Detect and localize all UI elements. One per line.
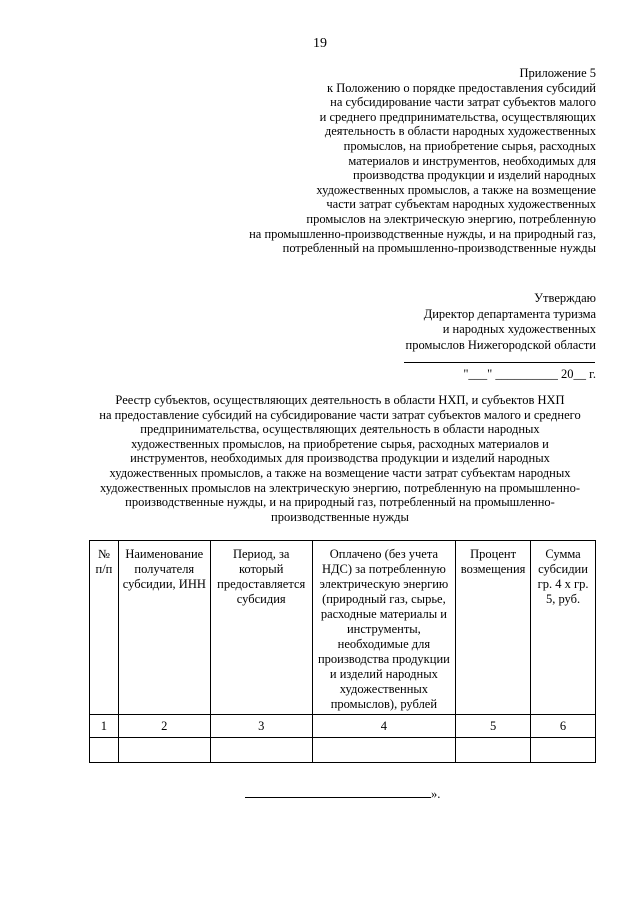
approval-date: "___" __________ 20__ г.: [463, 367, 596, 381]
empty-cell: [210, 738, 312, 763]
empty-cell: [90, 738, 119, 763]
empty-table-row: [90, 738, 596, 763]
column-header-paid: Оплачено (без учета НДС) за потребленную электрическую энергию (природный газ, сырье, расходные материалы и инструменты, необходимые для производства продукции и изделий народных художественных промыслов), рублей: [312, 541, 455, 715]
column-header-amount: Сумма субсидии гр. 4 х гр. 5, руб.: [531, 541, 596, 715]
column-number: 3: [210, 715, 312, 738]
approval-line: промыслов Нижегородской области: [405, 337, 596, 352]
appendix-header: [176, 66, 596, 256]
column-numbers-row: [90, 715, 596, 738]
column-number: 4: [312, 715, 455, 738]
document-title: [80, 393, 600, 524]
signature-line: [404, 362, 595, 363]
closing-line: [245, 787, 440, 802]
appendix-line: к Положению о порядке предоставления субсидий: [327, 80, 596, 95]
page-number: 19: [313, 36, 327, 51]
appendix-line: на промышленно-производственные нужды, и на природный газ,: [249, 226, 596, 241]
column-number: 1: [90, 715, 119, 738]
column-number: 6: [531, 715, 596, 738]
column-number: 2: [118, 715, 210, 738]
empty-cell: [456, 738, 531, 763]
column-header-number: № п/п: [90, 541, 119, 715]
title-line: художественных промыслов на электрическую энергию, потребленную на промышленно-: [100, 480, 580, 495]
empty-cell: [312, 738, 455, 763]
column-number: 5: [456, 715, 531, 738]
approval-line: Директор департамента туризма: [423, 306, 596, 321]
approval-block: [276, 291, 596, 353]
title-line: производственные нужды, и на природный газ, потребленный на промышленно-: [125, 495, 555, 510]
title-line: предпринимательства, осуществляющих деятельность в области народных: [140, 422, 540, 437]
table-header-row: [90, 541, 596, 715]
approval-line: Утверждаю: [534, 291, 596, 305]
title-line: Реестр субъектов, осуществляющих деятельность в области НХП, и субъектов НХП: [115, 393, 565, 407]
closing-mark: ».: [431, 787, 441, 801]
appendix-line: потребленный на промышленно-производственные нужды: [282, 241, 596, 256]
appendix-line: художественных промыслов, а также на возмещение: [316, 182, 596, 197]
title-line: на предоставление субсидий на субсидирование части затрат субъектов малого и среднего: [99, 407, 581, 422]
appendix-line: промыслов на электрическую энергию, потребленную: [306, 211, 596, 226]
approval-line: и народных художественных: [442, 322, 596, 336]
closing-underline: [245, 787, 431, 798]
appendix-line: промыслов, на приобретение сырья, расходных: [343, 138, 596, 153]
column-header-period: Период, за который предоставляется субсидия: [210, 541, 312, 715]
appendix-line: части затрат субъектам народных художественных: [326, 197, 596, 212]
title-line: художественных промыслов, а также на возмещение части затрат субъектам народных: [109, 465, 571, 480]
appendix-line: и среднего предпринимательства, осуществляющих: [319, 109, 596, 124]
registry-table: [89, 540, 596, 763]
column-header-percent: Процент возмещения: [456, 541, 531, 715]
title-line: производственные нужды: [271, 509, 409, 524]
appendix-line: на субсидирование части затрат субъектов малого: [330, 95, 596, 110]
appendix-line: производства продукции и изделий народных: [353, 168, 596, 183]
appendix-line: деятельность в области народных художественных: [324, 124, 596, 139]
appendix-line: Приложение 5: [519, 66, 596, 80]
column-header-recipient: Наименование получателя субсидии, ИНН: [118, 541, 210, 715]
empty-cell: [118, 738, 210, 763]
title-line: инструментов, необходимых для производства продукции и изделий народных: [130, 451, 550, 466]
title-line: художественных промыслов, на приобретение сырья, расходных материалов и: [131, 436, 549, 451]
appendix-line: материалов и инструментов, необходимых для: [348, 153, 596, 168]
empty-cell: [531, 738, 596, 763]
